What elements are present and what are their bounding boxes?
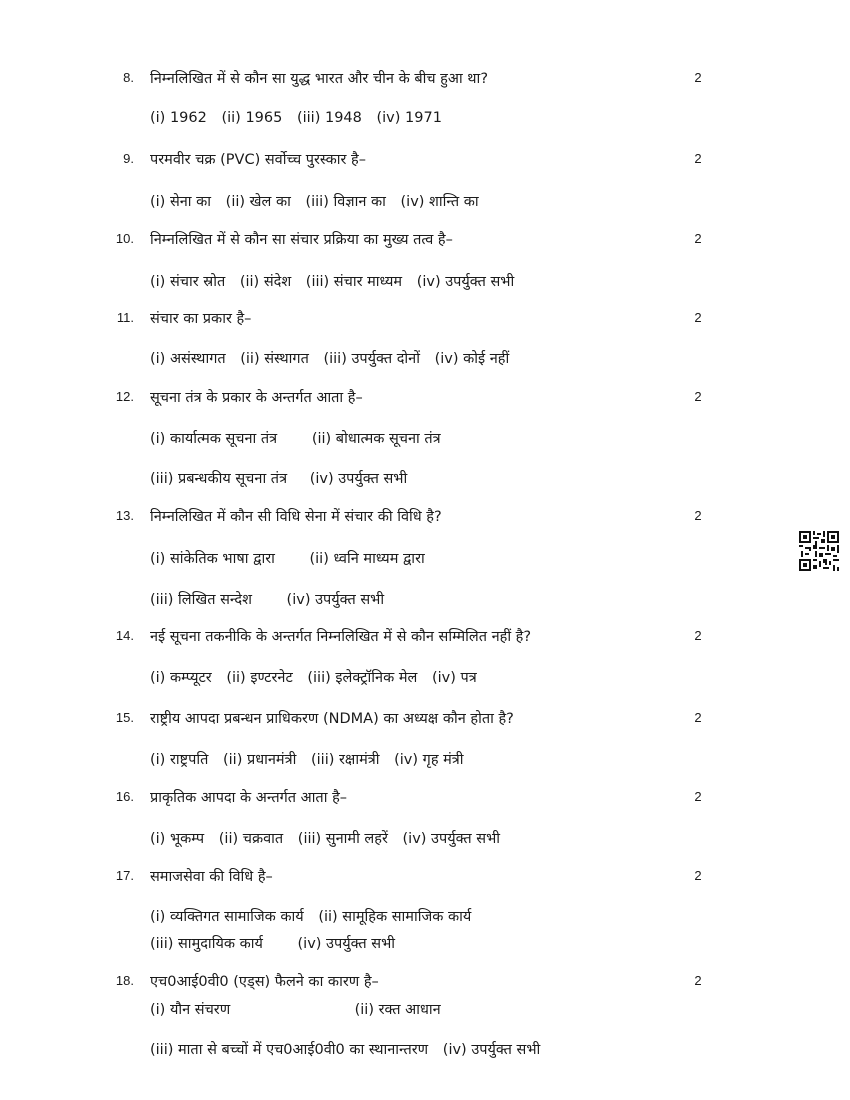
option: (ii) चक्रवात bbox=[218, 831, 284, 847]
option: (i) व्यक्तिगत सामाजिक कार्य bbox=[150, 909, 304, 925]
option: (iv) उपर्युक्त सभी bbox=[309, 471, 408, 487]
options-line bbox=[150, 110, 452, 126]
option: (iii) संचार माध्यम bbox=[305, 274, 403, 290]
option: (ii) सामूहिक सामाजिक कार्य bbox=[318, 909, 472, 925]
option: (iii) प्रबन्धकीय सूचना तंत्र bbox=[150, 471, 288, 487]
option: (iv) उपर्युक्त सभी bbox=[442, 1042, 541, 1058]
question-text: निम्नलिखित में से कौन सा संचार प्रक्रिया का मुख्य तत्व है– bbox=[150, 232, 453, 248]
option: (ii) खेल का bbox=[225, 194, 291, 210]
option: (iv) 1971 bbox=[376, 110, 442, 126]
option: (i) संचार स्रोत bbox=[150, 274, 226, 290]
option: (iii) लिखित सन्देश bbox=[150, 592, 252, 608]
option: (iv) उपर्युक्त सभी bbox=[416, 274, 515, 290]
option: (i) सेना का bbox=[150, 194, 212, 210]
option: (i) भूकम्प bbox=[150, 831, 205, 847]
question-text: राष्ट्रीय आपदा प्रबन्धन प्राधिकरण (NDMA) का अध्यक्ष कौन होता है? bbox=[150, 711, 514, 727]
options-line bbox=[150, 548, 435, 568]
option: (iii) उपर्युक्त दोनों bbox=[323, 351, 420, 367]
question-text: प्राकृतिक आपदा के अन्तर्गत आता है– bbox=[150, 790, 348, 806]
option: (iii) सुनामी लहरें bbox=[297, 831, 388, 847]
option: (iii) सामुदायिक कार्य bbox=[150, 936, 263, 952]
question-number: 18. bbox=[115, 973, 134, 988]
options-line bbox=[150, 271, 524, 291]
options-line bbox=[150, 933, 405, 953]
question-number: 11. bbox=[116, 310, 134, 325]
question-marks: 2 bbox=[694, 789, 702, 804]
option: (i) सांकेतिक भाषा द्वारा bbox=[150, 551, 275, 567]
option: (i) कम्प्यूटर bbox=[150, 670, 212, 686]
option: (iv) कोई नहीं bbox=[434, 351, 510, 367]
options-line bbox=[150, 428, 451, 448]
question-marks: 2 bbox=[694, 389, 702, 404]
option: (iv) शान्ति का bbox=[400, 194, 479, 210]
option: (ii) संदेश bbox=[239, 274, 292, 290]
question-number: 10. bbox=[115, 231, 134, 246]
question-marks: 2 bbox=[694, 868, 702, 883]
question-marks: 2 bbox=[694, 973, 702, 988]
option: (ii) इण्टरनेट bbox=[226, 670, 293, 686]
option: (iii) माता से बच्चों में एच0आई0वी0 का स्थानान्तरण bbox=[150, 1042, 429, 1058]
option: (iii) 1948 bbox=[296, 110, 362, 126]
option: (i) 1962 bbox=[150, 110, 207, 126]
question-text: निम्नलिखित में कौन सी विधि सेना में संचार की विधि है? bbox=[150, 509, 442, 525]
question-marks: 2 bbox=[694, 628, 702, 643]
question-text: संचार का प्रकार है– bbox=[150, 311, 252, 327]
question-marks: 2 bbox=[694, 710, 702, 725]
options-line bbox=[150, 589, 394, 609]
question-text: परमवीर चक्र (PVC) सर्वोच्च पुरस्कार है– bbox=[150, 152, 366, 168]
question-number: 15. bbox=[115, 710, 134, 725]
option: (iv) उपर्युक्त सभी bbox=[297, 936, 396, 952]
option: (ii) रक्त आधान bbox=[354, 1002, 441, 1018]
options-line bbox=[150, 828, 510, 848]
option: (iv) उपर्युक्त सभी bbox=[402, 831, 501, 847]
option: (iv) उपर्युक्त सभी bbox=[286, 592, 385, 608]
question-text: नई सूचना तकनीकि के अन्तर्गत निम्नलिखित में से कौन सम्मिलित नहीं है? bbox=[150, 629, 532, 645]
question-text: एच0आई0वी0 (एड्स) फैलने का कारण है– bbox=[150, 974, 379, 990]
option: (iii) इलेक्ट्रॉनिक मेल bbox=[307, 670, 418, 686]
qr-code-icon bbox=[799, 531, 839, 571]
options-line bbox=[150, 1039, 550, 1059]
question-text: समाजसेवा की विधि है– bbox=[150, 869, 273, 885]
options-line bbox=[150, 906, 481, 926]
option: (ii) प्रधानमंत्री bbox=[222, 752, 297, 768]
option: (ii) बोधात्मक सूचना तंत्र bbox=[311, 431, 441, 447]
question-number: 9. bbox=[123, 151, 134, 166]
option: (ii) संस्थागत bbox=[240, 351, 309, 367]
option: (i) यौन संचरण bbox=[150, 1002, 231, 1018]
options-line bbox=[150, 191, 489, 211]
question-marks: 2 bbox=[694, 231, 702, 246]
option: (ii) ध्वनि माध्यम द्वारा bbox=[309, 551, 425, 567]
options-line bbox=[150, 667, 487, 687]
options-line bbox=[150, 749, 474, 769]
options-line bbox=[150, 348, 519, 368]
question-text: निम्नलिखित में से कौन सा युद्ध भारत और चीन के बीच हुआ था? bbox=[150, 71, 489, 87]
option: (iv) पत्र bbox=[431, 670, 477, 686]
question-number: 8. bbox=[123, 70, 134, 85]
question-text: सूचना तंत्र के प्रकार के अन्तर्गत आता है– bbox=[150, 390, 363, 406]
option: (iii) रक्षामंत्री bbox=[310, 752, 380, 768]
question-number: 17. bbox=[115, 868, 134, 883]
option: (ii) 1965 bbox=[221, 110, 283, 126]
option: (i) राष्ट्रपति bbox=[150, 752, 209, 768]
question-marks: 2 bbox=[694, 151, 702, 166]
question-marks: 2 bbox=[694, 508, 702, 523]
option: (i) कार्यात्मक सूचना तंत्र bbox=[150, 431, 278, 447]
question-marks: 2 bbox=[694, 70, 702, 85]
question-number: 14. bbox=[115, 628, 134, 643]
option: (iii) विज्ञान का bbox=[305, 194, 386, 210]
question-number: 13. bbox=[115, 508, 134, 523]
option: (i) असंस्थागत bbox=[150, 351, 226, 367]
options-line bbox=[150, 468, 417, 488]
question-number: 12. bbox=[115, 389, 134, 404]
question-marks: 2 bbox=[694, 310, 702, 325]
question-number: 16. bbox=[115, 789, 134, 804]
option: (iv) गृह मंत्री bbox=[394, 752, 464, 768]
options-line bbox=[150, 999, 451, 1019]
